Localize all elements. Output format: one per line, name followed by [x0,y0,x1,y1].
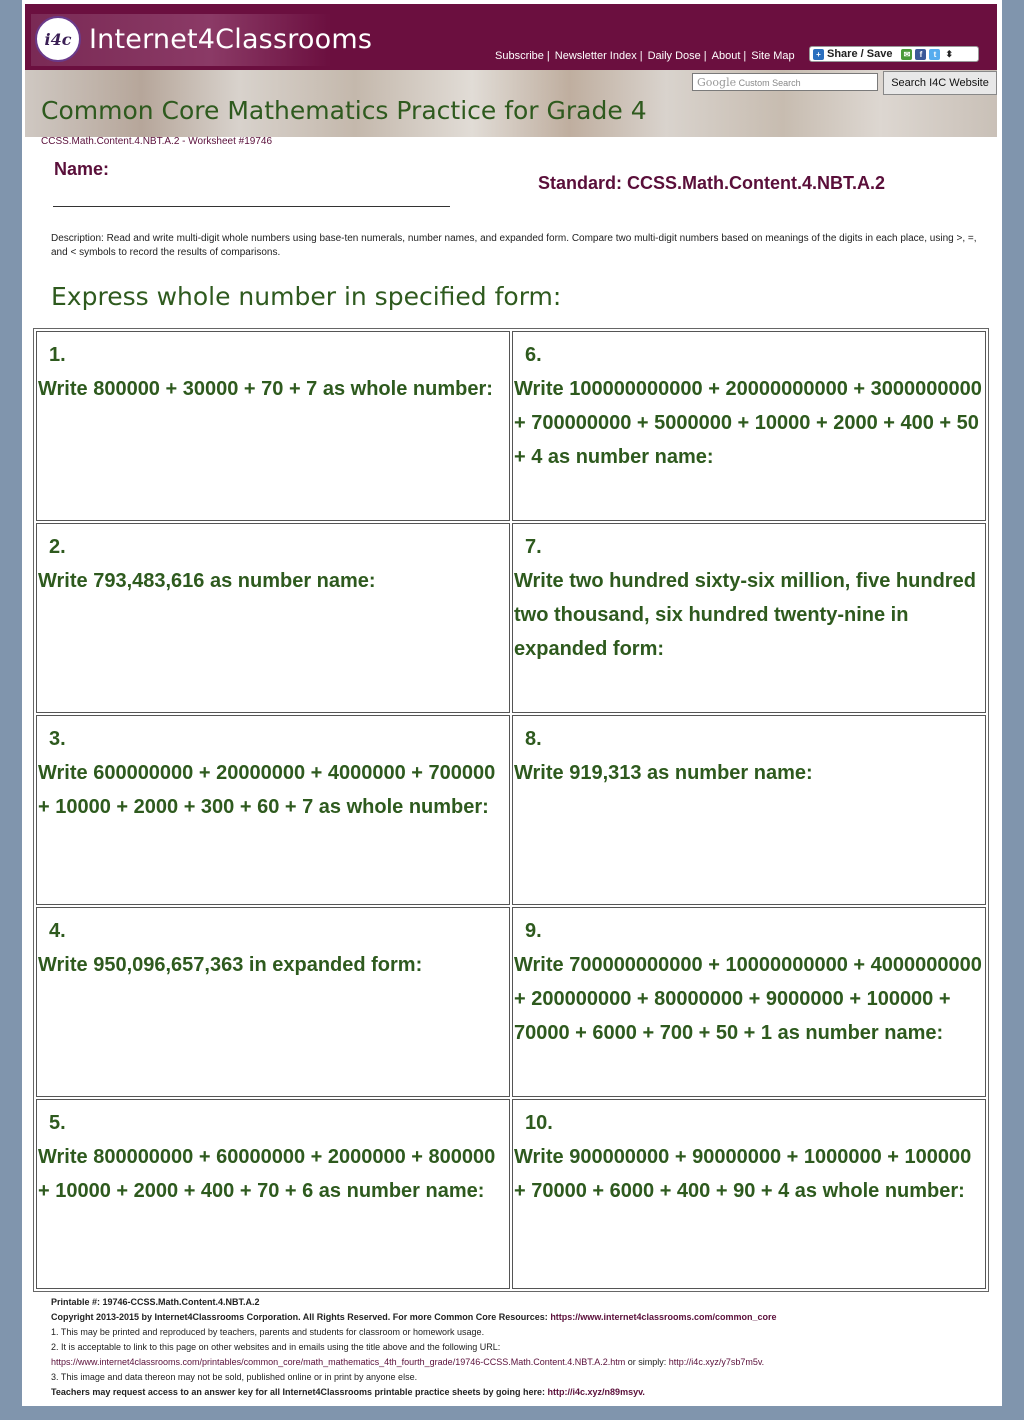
question-number: 2. [49,536,66,558]
question-text: Write 900000000 + 90000000 + 1000000 + 100000 + 70000 + 6000 + 400 + 90 + 4 as whole number: [514,1146,972,1202]
question-cell [512,1099,986,1289]
site-header [25,4,997,70]
question-cell [512,331,986,521]
email-icon: ✉ [901,49,912,60]
question-cell [36,331,510,521]
question-cell [36,907,510,1097]
question-number: 1. [49,344,66,366]
nav-separator: | [546,50,550,62]
question-number: 10. [525,1112,553,1134]
nav-newsletter-index[interactable]: Newsletter Index [554,50,637,62]
usage-note-2: 2. It is acceptable to link to this page on other websites and in emails using the title above and the following URL: [51,1342,501,1352]
footer [51,1295,991,1400]
question-number: 8. [525,728,542,750]
common-core-link[interactable]: https://www.internet4classrooms.com/common_core [550,1312,777,1322]
question-text: Write 793,483,616 as number name: [38,570,376,592]
section-heading: Express whole number in specified form: [51,282,562,311]
nav-subscribe[interactable]: Subscribe [495,50,544,62]
nav-about[interactable]: About [711,50,741,62]
question-text: Write two hundred sixty-six million, five hundred two thousand, six hundred twenty-nine in expanded form: [514,570,976,660]
question-number: 7. [525,536,542,558]
nav-separator: | [743,50,747,62]
question-cell [512,907,986,1097]
answer-key-text: Teachers may request access to an answer key for all Internet4Classrooms printable practice sheets by going here: [51,1387,546,1397]
question-text: Write 950,096,657,363 in expanded form: [38,954,423,976]
printable-number: Printable #: 19746-CCSS.Math.Content.4.NBT.A.2 [51,1297,260,1307]
questions-grid [33,328,989,1292]
google-brand: Google [697,76,737,89]
nav-separator: | [703,50,707,62]
question-number: 3. [49,728,66,750]
question-text: Write 600000000 + 20000000 + 4000000 + 700000 + 10000 + 2000 + 300 + 60 + 7 as whole number: [38,762,496,818]
question-cell [36,1099,510,1289]
header-banner [25,70,997,137]
search-input[interactable] [692,73,878,91]
url-joiner: or simply: [625,1357,669,1367]
question-number: 4. [49,920,66,942]
question-cell [512,523,986,713]
twitter-icon: t [929,49,940,60]
question-cell [512,715,986,905]
worksheet-page [22,0,1002,1406]
search-button[interactable]: Search I4C Website [883,71,997,95]
site-logo[interactable] [31,14,373,66]
worksheet-url-link[interactable]: https://www.internet4classrooms.com/printables/common_core/math_mathematics_4th_fourth_grade/19746-CCSS.Math.Content.4.NBT.A.2.htm [51,1357,626,1367]
copyright-text: Copyright 2013-2015 by Internet4Classrooms Corporation. All Rights Reserved. For more Common Core Resources: [51,1312,548,1322]
page-title: Common Core Mathematics Practice for Grade 4 [41,96,647,125]
question-number: 5. [49,1112,66,1134]
question-number: 9. [525,920,542,942]
question-text: Write 100000000000 + 20000000000 + 3000000000 + 700000000 + 5000000 + 10000 + 2000 + 400 + 50 + 4 as number name: [514,378,982,468]
question-text: Write 800000000 + 60000000 + 2000000 + 800000 + 10000 + 2000 + 400 + 70 + 6 as number name: [38,1146,496,1202]
search-placeholder: Custom Search [738,78,801,88]
name-label: Name: [54,159,110,179]
share-label: Share / Save [827,48,893,60]
share-plus-icon: + [813,49,824,60]
description: Description: Read and write multi-digit whole numbers using base-ten numerals, number names, and expanded form. Compare two multi-digit numbers based on meanings of the digits in each place, using >, =, and < symbols to record the results of comparisons. [51,233,977,258]
breadcrumb[interactable]: CCSS.Math.Content.4.NBT.A.2 - Worksheet #19746 [41,136,273,147]
question-cell [36,523,510,713]
top-nav [495,50,795,62]
chevron-updown-icon: ⬍ [945,48,953,59]
name-line [53,206,450,207]
question-text: Write 919,313 as number name: [514,762,813,784]
usage-urls [51,1355,991,1370]
answer-key-line [51,1385,991,1400]
short-url-link[interactable]: http://i4c.xyz/y7sb7m5v. [668,1357,765,1367]
nav-separator: | [639,50,643,62]
standard-label: Standard: CCSS.Math.Content.4.NBT.A.2 [538,173,886,193]
facebook-icon: f [915,49,926,60]
nav-daily-dose[interactable]: Daily Dose [647,50,701,62]
question-text: Write 800000 + 30000 + 70 + 7 as whole number: [38,378,493,400]
usage-note-1: 1. This may be printed and reproduced by teachers, parents and students for classroom or homework usage. [51,1327,485,1337]
answer-key-link[interactable]: http://i4c.xyz/n89msyv. [547,1387,645,1397]
question-cell [36,715,510,905]
logo-mark: i4c [35,16,81,62]
question-text: Write 700000000000 + 10000000000 + 4000000000 + 200000000 + 80000000 + 9000000 + 100000 + 70000 + 6000 + 700 + 50 + 1 as number name: [514,954,982,1044]
usage-note-3: 3. This image and data thereon may not be sold, published online or in print by anyone else. [51,1372,418,1382]
logo-text: Internet4Classrooms [89,24,373,55]
question-number: 6. [525,344,542,366]
copyright-line [51,1310,991,1325]
share-save-button[interactable] [809,46,979,62]
nav-site-map[interactable]: Site Map [751,50,795,62]
